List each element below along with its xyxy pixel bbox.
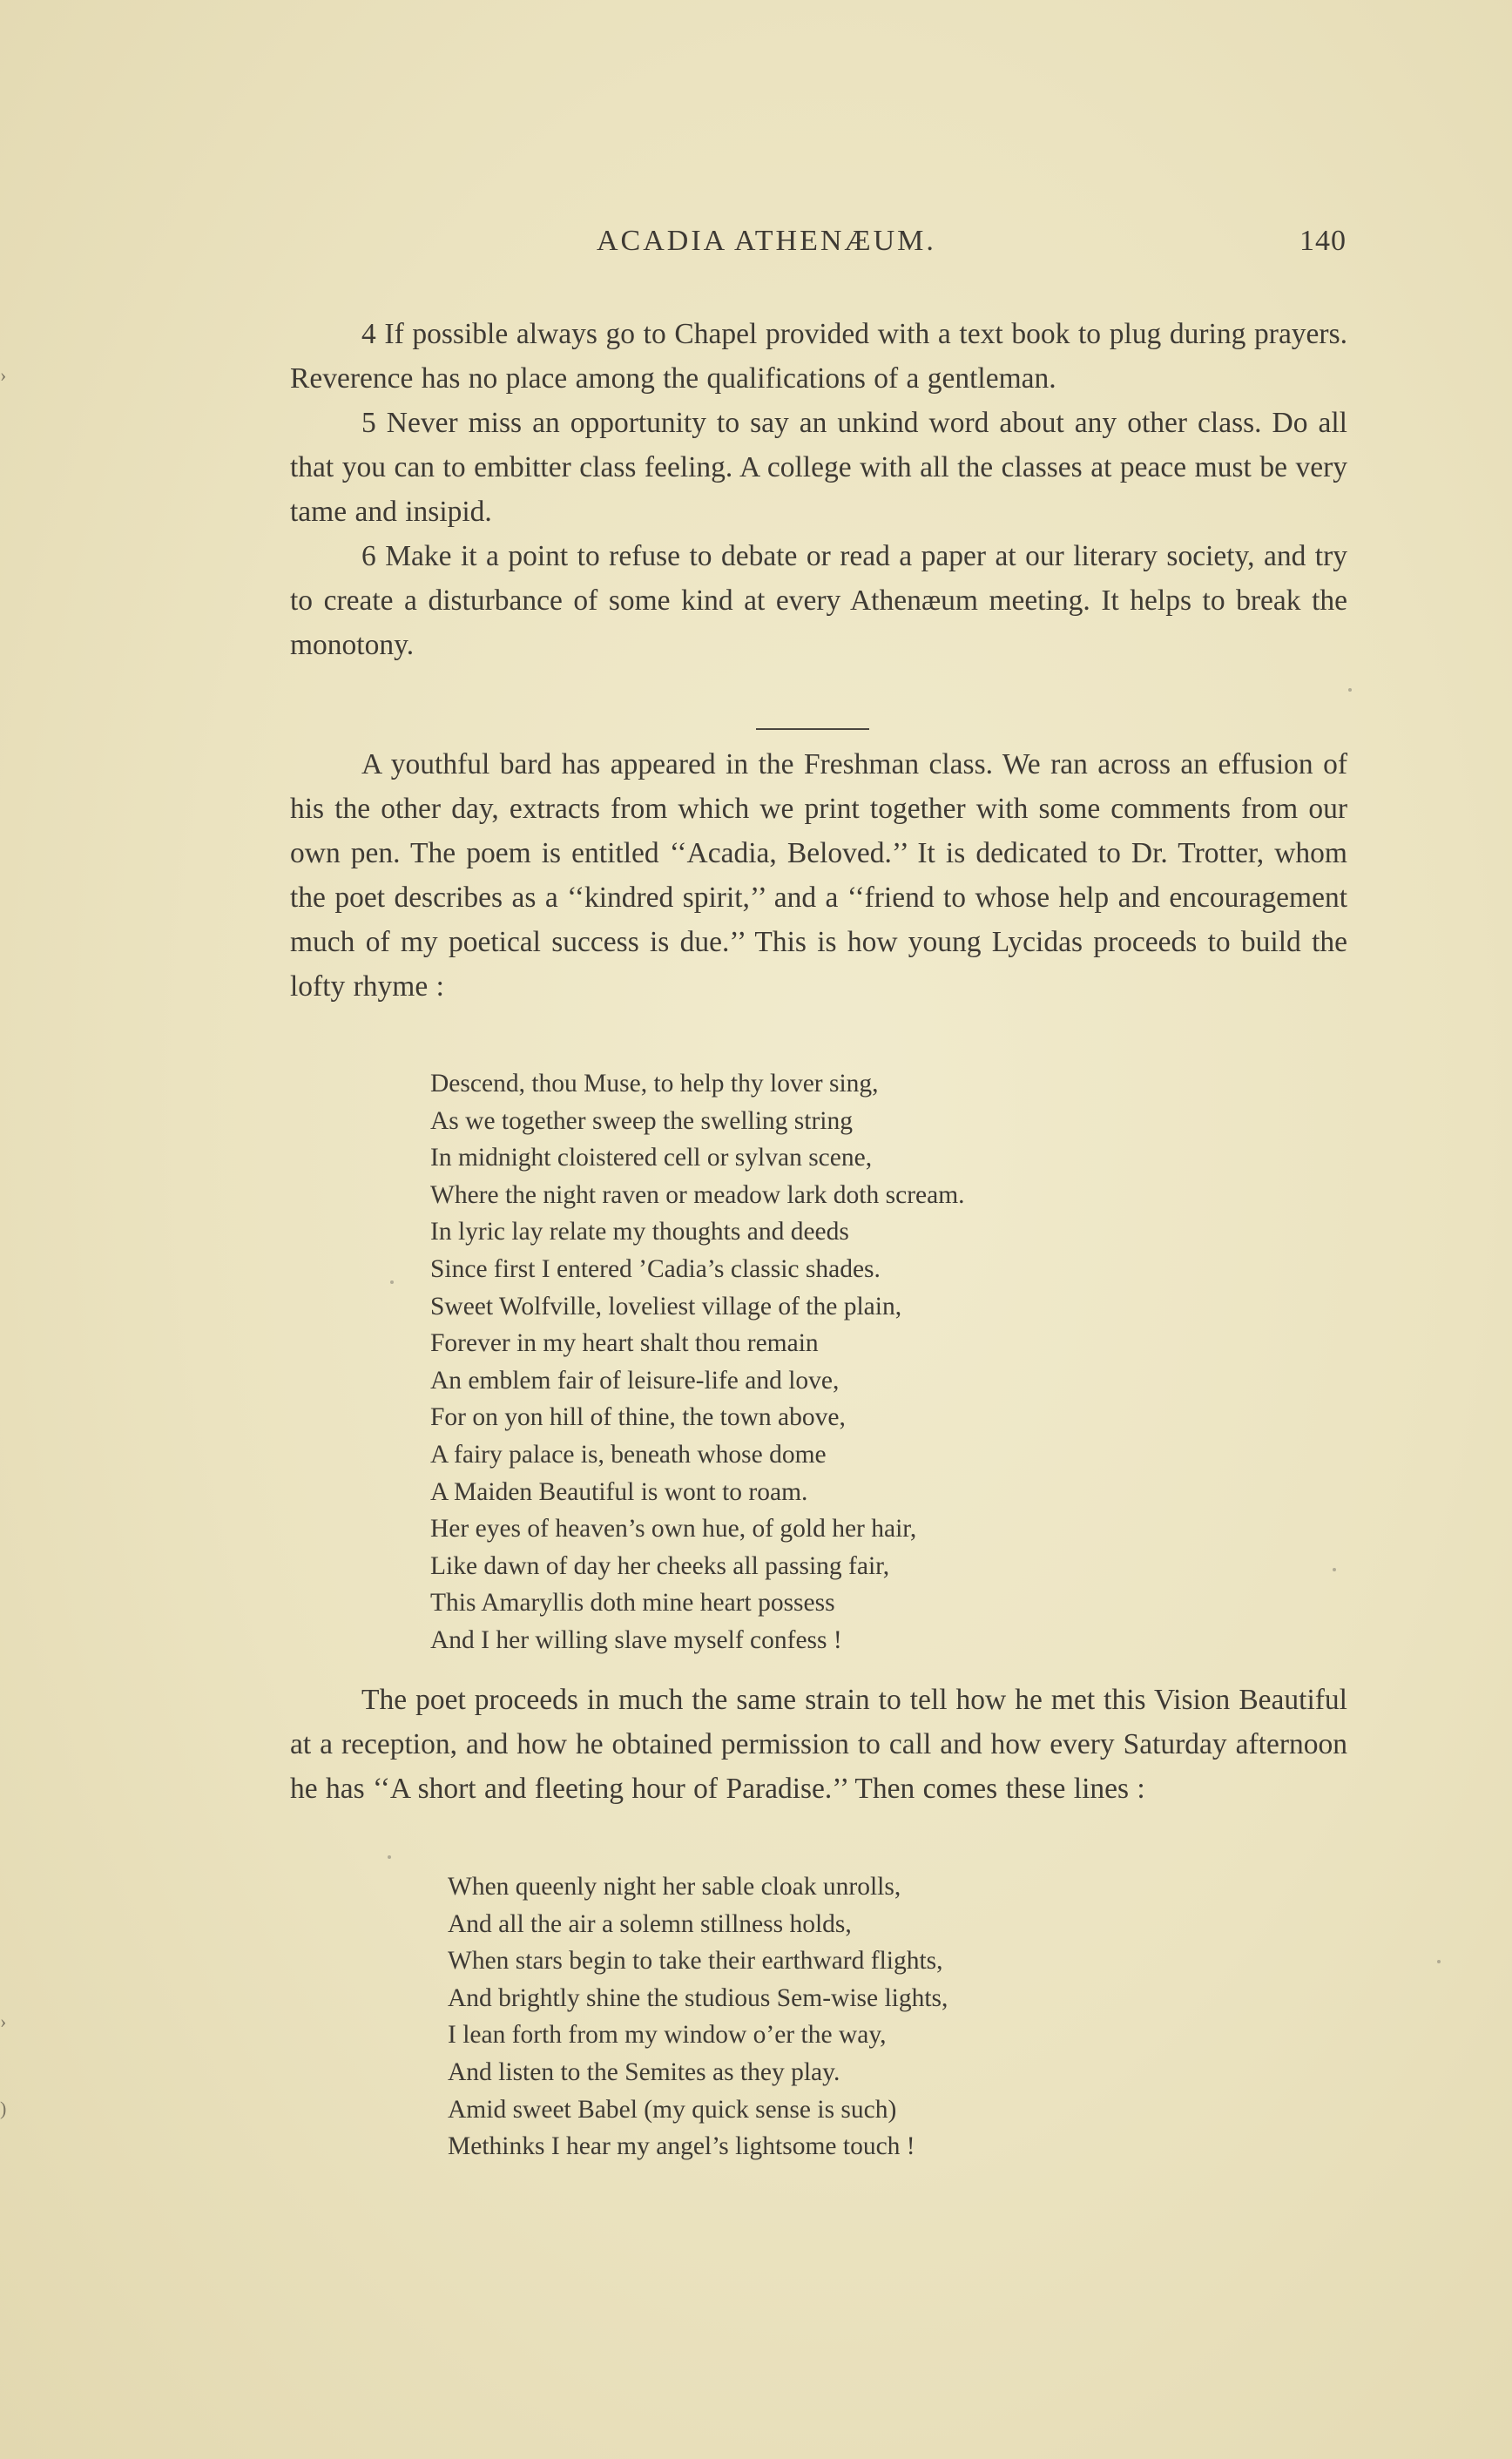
poem-line: In midnight cloistered cell or sylvan scene, xyxy=(430,1144,873,1172)
poem-excerpt-1 xyxy=(430,1065,965,1659)
poem-line: Where the night raven or meadow lark doth scream. xyxy=(430,1180,965,1209)
poem-line: Her eyes of heaven’s own hue, of gold her hair, xyxy=(430,1515,917,1544)
binding-mark: ) xyxy=(0,2098,7,2119)
poem-line: A Maiden Beautiful is wont to roam. xyxy=(430,1477,808,1506)
bard-intro-paragraph: A youthful bard has appeared in the Freshman class. We ran across an effusion of his the other day, extracts from which we print together with some comments from our own pen. The poem is entitled ‘‘Acadia, Beloved.’’ It is dedicated to Dr. Trotter, whom the poet describes as a ‘‘kindred spirit,’’ and a ‘‘friend to whose help and encouragement much of my poetical success is due.’’ This is how young Lycidas proceeds to build the lofty rhyme : xyxy=(290,748,1347,1003)
poem-line: An emblem fair of leisure-life and love, xyxy=(430,1366,840,1395)
poem-line: And brightly shine the studious Sem-wise lights, xyxy=(448,1983,948,2012)
paper-speck xyxy=(390,1280,394,1284)
poem-line: For on yon hill of thine, the town above, xyxy=(430,1403,846,1432)
bard-intro xyxy=(290,742,1347,1009)
poet-continues-paragraph: The poet proceeds in much the same strain to tell how he met this Vision Beautiful at a reception, and how he obtained permission to call and how every Saturday afternoon he has ‘‘A short and fleeting hour of Paradise.’’ Then comes these lines : xyxy=(290,1684,1347,1805)
poem-line: When stars begin to take their earthward flights, xyxy=(448,1947,943,1976)
poem-line: I lean forth from my window o’er the way, xyxy=(448,2021,887,2050)
rules-list xyxy=(290,312,1347,667)
rule-paragraph-6: 6 Make it a point to refuse to debate or read a paper at our literary society, and try to create a disturbance of some kind at every Athenæum meeting. It helps to break the monotony. xyxy=(290,540,1347,661)
binding-mark: › xyxy=(0,2010,7,2032)
poem-line: And I her willing slave myself confess ! xyxy=(430,1625,842,1654)
poem-excerpt-2 xyxy=(448,1868,948,2165)
poem-line: And all the air a solemn stillness holds, xyxy=(448,1909,852,1938)
poem-line: Methinks I hear my angel’s lightsome touch ! xyxy=(448,2132,915,2161)
poem-line: In lyric lay relate my thoughts and deeds xyxy=(430,1218,849,1246)
poem-line: When queenly night her sable cloak unrolls, xyxy=(448,1873,901,1901)
journal-title: ACADIA ATHENÆUM. xyxy=(597,225,936,257)
poem-line: A fairy palace is, beneath whose dome xyxy=(430,1440,827,1469)
section-divider xyxy=(756,728,869,730)
binding-mark: › xyxy=(0,364,7,386)
paper-speck xyxy=(388,1855,391,1859)
poem-line: And listen to the Semites as they play. xyxy=(448,2057,840,2086)
poem-line: Like dawn of day her cheeks all passing fair, xyxy=(430,1551,890,1580)
poem-line: Forever in my heart shalt thou remain xyxy=(430,1329,819,1358)
poem-line: Since first I entered ’Cadia’s classic shades. xyxy=(430,1254,881,1283)
rule-paragraph-4: 4 If possible always go to Chapel provided with a text book to plug during prayers. Reverence has no place among the qualifications of a gentleman. xyxy=(290,318,1347,395)
paper-speck xyxy=(1348,688,1352,692)
poem-line: Descend, thou Muse, to help thy lover sing, xyxy=(430,1070,879,1098)
paper-speck xyxy=(1333,1568,1336,1571)
running-header xyxy=(292,225,1347,268)
page-number: 140 xyxy=(1299,225,1347,257)
poem-line: Amid sweet Babel (my quick sense is such) xyxy=(448,2095,897,2124)
poem-line: This Amaryllis doth mine heart possess xyxy=(430,1589,835,1618)
poet-continues xyxy=(290,1678,1347,1811)
poem-line: As we together sweep the swelling string xyxy=(430,1106,854,1135)
rule-paragraph-5: 5 Never miss an opportunity to say an unkind word about any other class. Do all that you can to embitter class feeling. A college with all the classes at peace must be very tame and insipid. xyxy=(290,407,1347,528)
poem-line: Sweet Wolfville, loveliest village of the plain, xyxy=(430,1292,902,1321)
paper-speck xyxy=(1437,1960,1441,1963)
